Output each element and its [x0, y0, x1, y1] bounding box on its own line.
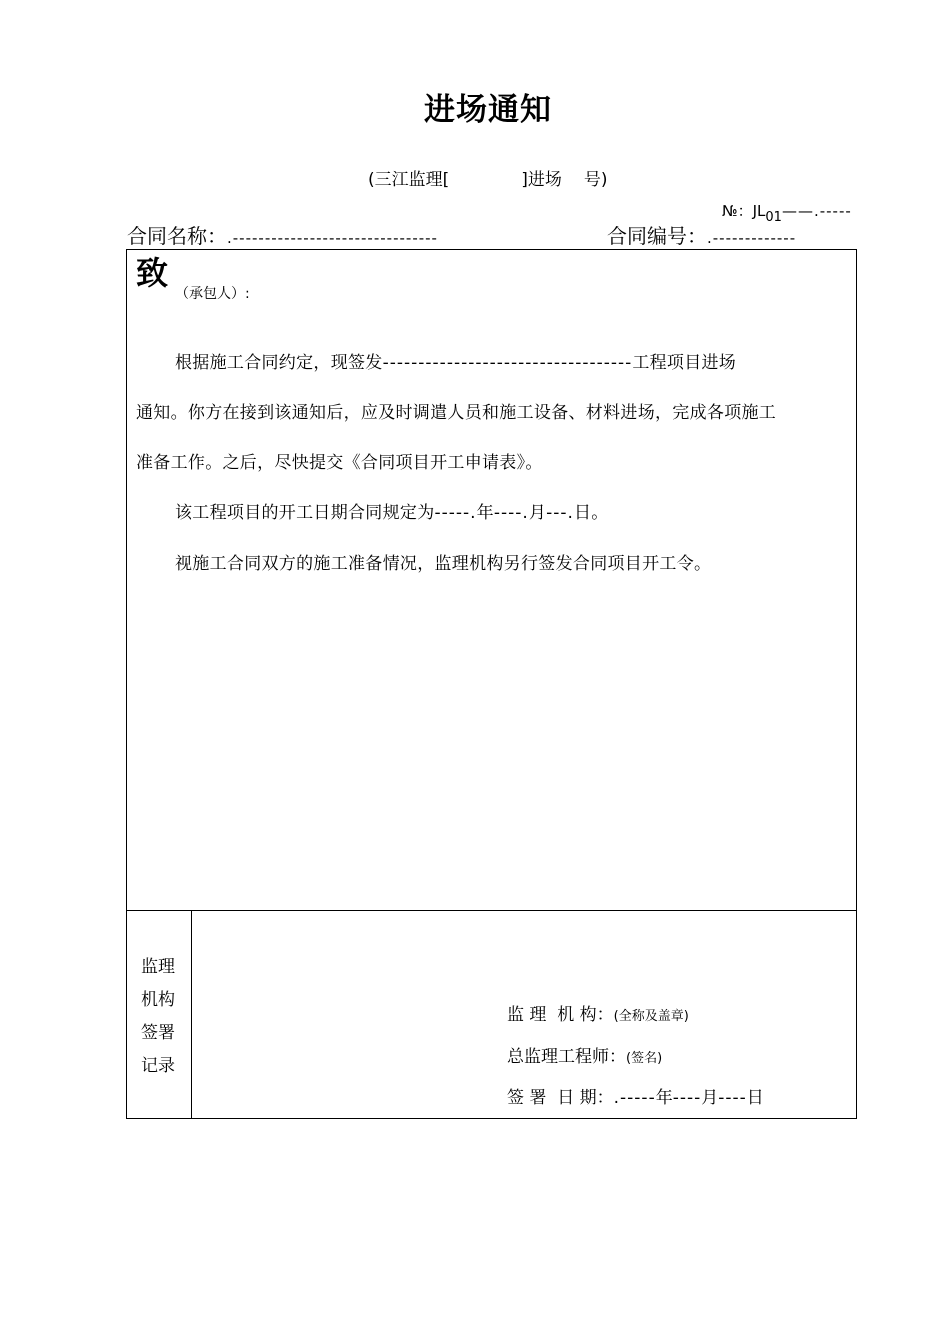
- contract-name-label: 合同名称：: [127, 224, 227, 248]
- form-frame: [126, 249, 857, 1119]
- contract-number-label: 合同编号：: [607, 224, 707, 248]
- sig-month-blank[interactable]: ----: [672, 1088, 702, 1108]
- subtitle-close: 号): [583, 170, 608, 190]
- signature-date-row: [507, 1083, 764, 1108]
- sig-month: 月: [701, 1088, 719, 1108]
- sig-day-blank[interactable]: ----: [718, 1088, 747, 1108]
- sig-year-blank[interactable]: .-----: [613, 1088, 656, 1108]
- contract-number-blank[interactable]: .-------------: [707, 229, 797, 247]
- p4-year: 年: [476, 503, 494, 523]
- sig-org-note: (全称及盖章): [613, 1009, 689, 1024]
- sig-engineer-label: 总监理工程师：: [507, 1047, 626, 1067]
- side-column-divider: [191, 910, 192, 1119]
- project-name-blank[interactable]: -----------------------------------: [382, 353, 633, 373]
- serial-prefix: №：JL: [722, 202, 766, 220]
- contract-number-row: [607, 220, 796, 249]
- sig-day: 日: [746, 1088, 764, 1108]
- start-day-blank[interactable]: ---.: [546, 503, 574, 523]
- side-label-line: 机构: [141, 990, 175, 1010]
- paragraph-4: [175, 498, 609, 523]
- subtitle-mid: ]进场: [521, 170, 562, 190]
- side-label-line: 记录: [141, 1056, 175, 1076]
- sig-year: 年: [655, 1088, 673, 1108]
- document-title: 进场通知: [424, 92, 552, 128]
- paragraph-3: 准备工作。之后，尽快提交《合同项目开工申请表》。: [136, 453, 543, 473]
- p1-post: 工程项目进场: [632, 353, 737, 373]
- start-month-blank[interactable]: ----.: [493, 503, 529, 523]
- p4-month: 月: [528, 503, 547, 523]
- serial-blank: ——.-----: [781, 202, 852, 220]
- paragraph-1: [175, 348, 736, 373]
- p4-day: 日。: [573, 503, 609, 523]
- p4-pre: 该工程项目的开工日期合同规定为: [175, 503, 435, 523]
- contract-name-blank[interactable]: .--------------------------------: [227, 229, 438, 247]
- side-label-line: 签署: [141, 1023, 175, 1043]
- recipient-sub-label: （承包人）:: [175, 286, 250, 302]
- side-label: [141, 951, 181, 1083]
- p1-pre: 根据施工合同约定，现签发: [175, 353, 383, 373]
- paragraph-2: 通知。你方在接到该通知后，应及时调遣人员和施工设备、材料进场，完成各项施工: [136, 403, 777, 423]
- paragraph-5: 视施工合同双方的施工准备情况，监理机构另行签发合同项目开工令。: [175, 554, 712, 574]
- signature-organization-row: [507, 1000, 689, 1025]
- section-divider: [126, 910, 857, 911]
- contract-name-row: [127, 220, 438, 249]
- side-label-line: 监理: [141, 957, 175, 977]
- subtitle-open: (三江监理[: [368, 170, 450, 190]
- serial-sub: 01: [765, 210, 782, 225]
- start-year-blank[interactable]: -----.: [434, 503, 477, 523]
- document-number-line: [368, 165, 608, 190]
- sig-date-label: 签 署 日 期：: [507, 1088, 614, 1108]
- sig-engineer-note: (签名): [626, 1051, 663, 1066]
- recipient-label: 致: [136, 254, 169, 292]
- sig-org-label: 监 理 机 构：: [507, 1005, 614, 1025]
- signature-engineer-row: [507, 1042, 662, 1067]
